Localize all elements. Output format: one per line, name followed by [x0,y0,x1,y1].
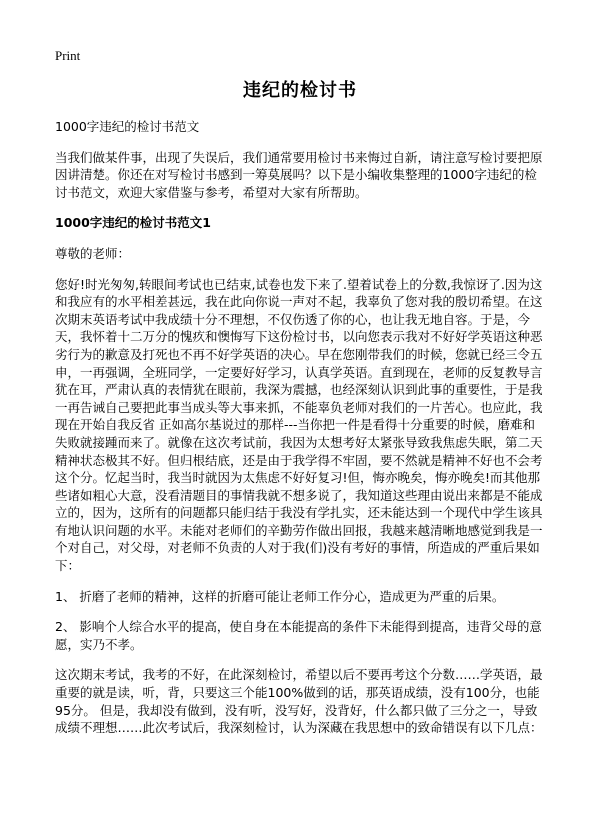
print-label[interactable]: Print [55,48,81,63]
document-subtitle: 1000字违纪的检讨书范文 [55,119,200,134]
document-title: 违纪的检讨书 [243,80,357,101]
closing-paragraph: 这次期末考试，我考的不好，在此深刻检讨，希望以后不要再考这个分数……学英语，最重要的就是读，听，背，只要这三个能100%做到的话，那英语成绩，没有100分，也能95分。 但是，我却没有做到，没有听，没写好，没背好，什么都只做了三分之一，导致成绩不理想……此次考试后，我深刻检讨，认为深藏在我思想中的致命错误有以下几点： [55,667,543,736]
intro-paragraph: 当我们做某件事，出现了失误后，我们通常要用检讨书来悔过自新，请注意写检讨要把原因讲清楚。你还在对写检讨书感到一筹莫展吗？以下是小编收集整理的1000字违纪的检讨书范文，欢迎大家借鉴与参考，希望对大家有所帮助。 [55,149,543,200]
list-item: 1、 折磨了老师的精神，这样的折磨可能让老师工作分心，造成更为严重的后果。 [55,588,505,604]
section-heading: 1000字违纪的检讨书范文1 [55,215,211,231]
list-item: 2、 影响个人综合水平的提高，使自身在本能提高的条件下未能得到提高，违背父母的意愿，实乃不孝。 [55,619,542,652]
salutation: 尊敬的老师： [55,245,131,261]
document-body [55,118,547,750]
body-paragraph: 您好!时光匆匆,转眼间考试也已结束,试卷也发下来了.望着试卷上的分数,我惊讶了.因为这和我应有的水平相差甚远，我在此向你说一声对不起，我辜负了您对我的殷切希望。在这次期末英语考试中我成绩十分不理想，不仅伤透了你的心，也让我无地自容。于是，今天，我怀着十二万分的愧疚和懊悔写下这份检讨书，以向您表示我对不好好学英语这种恶劣行为的歉意及打死也不再不好学英语的决心。早在您刚带我们的时候，您就已经三令五申，一再强调，全班同学，一定要好好学习，认真学英语。直到现在，老师的反复教导言犹在耳，严肃认真的表情犹在眼前，我深为震撼，也经深刻认识到此事的重要性，于是我一再告诫自己要把此事当成头等大事来抓，不能辜负老师对我们的一片苦心。也应此，我现在开始自我反省 正如高尔基说过的那样---当你把一件是看得十分重要的时候，磨难和失败就接踵而来了。就像在这次考试前，我因为太想考好太紧张导致我焦虑失眠，第二天精神状态极其不好。但归根结底，还是由于我学得不牢固，要不然就是精神不好也不会考这个分。忆起当时，我当时就因为太焦虑不好好复习!但，悔亦晚矣，悔亦晚矣!而其他那些诸如粗心大意，没看清题目的事情我就不想多说了，我知道这些理由说出来都是不能成立的，因为，这所有的问题都只能归结于我没有学扎实，还未能达到一个现代中学生该具有地认识问题的水平。未能对老师们的辛勤劳作做出回报，我越来越清晰地感觉到我是一个对自己，对父母，对老师不负责的人对于我(们)没有考好的事情，所造成的严重后果如下： [55,276,543,574]
